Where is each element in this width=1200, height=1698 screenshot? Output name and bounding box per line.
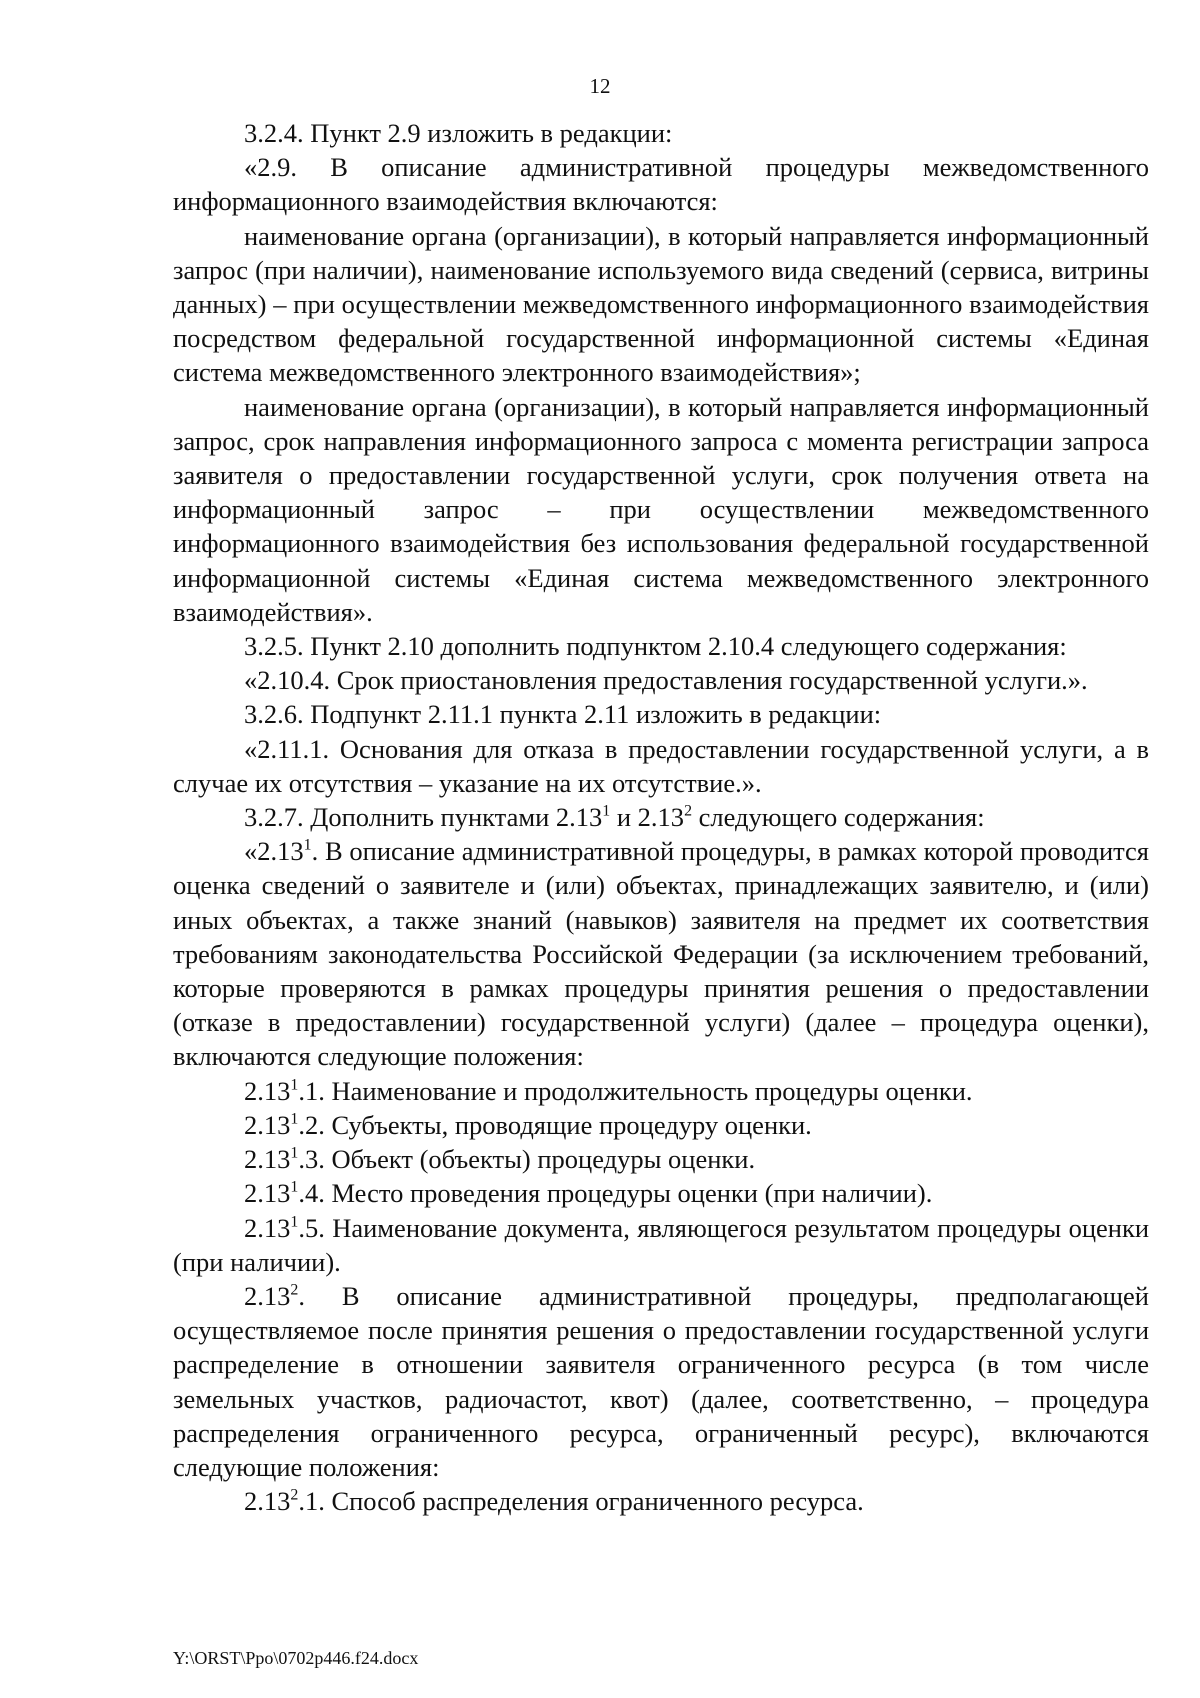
paragraph-text: «2.11.1. Основания для отказа в предоставлении государственной услуги, а в случае их отсутствия – указание на их отсутствие.».	[173, 733, 1149, 798]
paragraph-text: 2.13	[244, 1178, 291, 1209]
paragraph-p16	[173, 1279, 1149, 1484]
paragraph-text: . В описание административной процедуры, предполагающей осуществляемое после принятия решения о предоставлении государственной услуги распределение в отношении заявителя ограниченного ресурса (в том числе земельных участков, радиочастот, квот) (далее, соответственно, – процедура распределения ограниченного ресурса, ограниченный ресурс), включаются следующие положения:	[173, 1280, 1149, 1482]
paragraph-text: «2.9. В описание административной процедуры межведомственного информационного взаимодействия включаются:	[173, 152, 1149, 217]
superscript-index: 1	[290, 1076, 299, 1094]
paragraph-text: . В описание административной процедуры, в рамках которой проводится оценка сведений о заявителе и (или) объектах, принадлежащих заявителю, и (или) иных объектах, а также знаний (навыков) заявителя на предмет их соответствия требованиям законодательства Российской Федерации (за исключением требований, которые проверяются в рамках процедуры принятия решения о предоставлении (отказе в предоставлении) государственной услуги) (далее – процедура оценки), включаются следующие положения:	[173, 836, 1149, 1072]
paragraph-p12	[173, 1108, 1149, 1142]
paragraph-p14	[173, 1176, 1149, 1210]
document-body	[173, 116, 1149, 1518]
paragraph-p17	[173, 1484, 1149, 1518]
file-path-footer: Y:\ORST\Ppo\0702p446.f24.docx	[173, 1648, 419, 1668]
paragraph-p15	[173, 1211, 1149, 1279]
paragraph-text: 2.13	[244, 1212, 291, 1243]
paragraph-text: наименование органа (организации), в который направляется информационный запрос (при наличии), наименование используемого вида сведений (сервиса, витрины данных) – при осуществлении межведомственного информационного взаимодействия посредством федеральной государственной информационной системы «Единая система межведомственного электронного взаимодействия»;	[173, 220, 1149, 388]
paragraph-text: 2.13	[244, 1075, 291, 1106]
paragraph-text: .5. Наименование документа, являющегося результатом процедуры оценки (при наличии).	[173, 1212, 1149, 1277]
paragraph-text: «2.13	[244, 836, 304, 867]
paragraph-text: .3. Объект (объекты) процедуры оценки.	[298, 1144, 756, 1175]
paragraph-text: 3.2.5. Пункт 2.10 дополнить подпунктом 2.10.4 следующего содержания:	[244, 631, 1067, 662]
paragraph-text: 3.2.6. Подпункт 2.11.1 пункта 2.11 изложить в редакции:	[244, 699, 882, 730]
paragraph-text: .1. Наименование и продолжительность процедуры оценки.	[298, 1075, 973, 1106]
superscript-index: 1	[290, 1144, 299, 1162]
paragraph-text: 2.13	[244, 1109, 291, 1140]
paragraph-text: 2.13	[244, 1144, 291, 1175]
paragraph-p9	[173, 800, 1149, 834]
paragraph-p6	[173, 663, 1149, 697]
paragraph-p2	[173, 150, 1149, 218]
paragraph-text: 2.13	[244, 1280, 291, 1311]
paragraph-text: 2.13	[244, 1486, 291, 1517]
paragraph-p8	[173, 732, 1149, 800]
superscript-index: 1	[290, 1178, 299, 1196]
superscript-index: 2	[290, 1281, 299, 1299]
paragraph-text: и 2.13	[610, 802, 685, 833]
paragraph-text: .2. Субъекты, проводящие процедуру оценки.	[298, 1109, 812, 1140]
paragraph-p10	[173, 834, 1149, 1073]
superscript-index: 1	[290, 1110, 299, 1128]
paragraph-text: 3.2.7. Дополнить пунктами 2.13	[244, 802, 603, 833]
paragraph-text: 3.2.4. Пункт 2.9 изложить в редакции:	[244, 118, 673, 148]
paragraph-text: .1. Способ распределения ограниченного ресурса.	[298, 1486, 864, 1517]
page-number: 12	[589, 74, 611, 98]
paragraph-text: наименование органа (организации), в который направляется информационный запрос, срок направления информационного запроса с момента регистрации запроса заявителя о предоставлении государственной услуги, срок получения ответа на информационный запрос – при осуществлении межведомственного информационного взаимодействия без использования федеральной государственной информационной системы «Единая система межведомственного электронного взаимодействия».	[173, 391, 1149, 627]
paragraph-p11	[173, 1074, 1149, 1108]
paragraph-text: «2.10.4. Срок приостановления предоставления государственной услуги.».	[244, 665, 1088, 696]
paragraph-p3	[173, 219, 1149, 390]
paragraph-p1	[173, 116, 1149, 150]
paragraph-p4	[173, 390, 1149, 629]
superscript-index: 1	[290, 1213, 299, 1231]
superscript-index: 2	[684, 802, 693, 820]
paragraph-p13	[173, 1142, 1149, 1176]
paragraph-p5	[173, 629, 1149, 663]
paragraph-text: следующего содержания:	[692, 802, 985, 833]
superscript-index: 1	[303, 836, 312, 854]
paragraph-text: .4. Место проведения процедуры оценки (при наличии).	[298, 1178, 933, 1209]
superscript-index: 2	[290, 1486, 299, 1504]
superscript-index: 1	[602, 802, 611, 820]
paragraph-p7	[173, 697, 1149, 731]
